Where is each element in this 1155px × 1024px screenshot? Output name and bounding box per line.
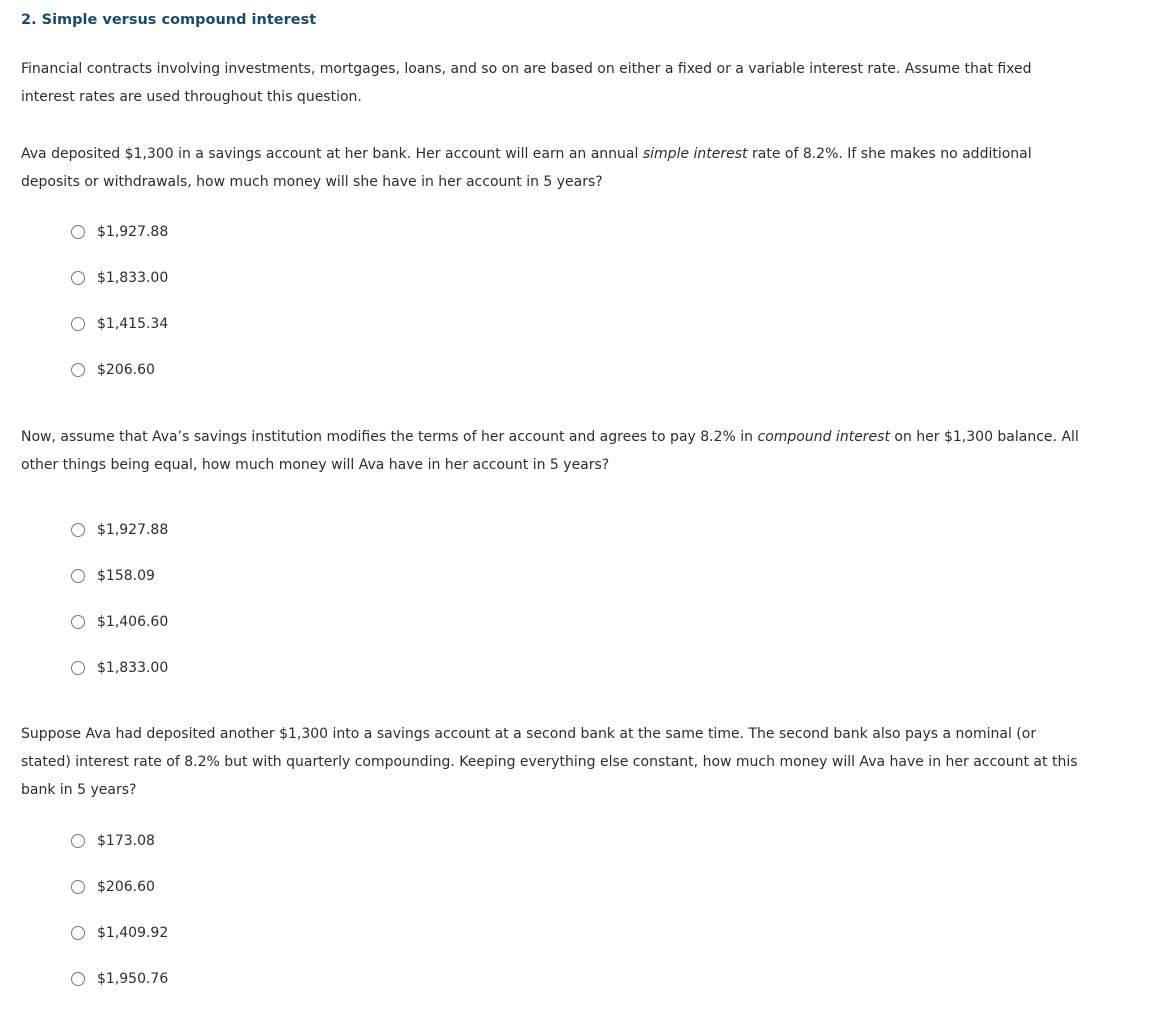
radio-button[interactable]: [71, 661, 85, 675]
option-label: $1,833.00: [97, 270, 169, 286]
part2-line-2: other things being equal, how much money will Ava have in her account in 5 years?: [21, 457, 610, 473]
part2-emphasis: compound interest: [757, 429, 890, 445]
part2-option-1[interactable]: [71, 521, 168, 539]
part3-question: [21, 720, 1131, 804]
option-label: $1,833.00: [97, 660, 169, 676]
part2-question: [21, 423, 1131, 479]
part1-option-4[interactable]: [71, 361, 155, 379]
part1-emphasis: simple interest: [642, 146, 748, 162]
part3-option-4[interactable]: [71, 970, 168, 988]
option-label: $1,409.92: [97, 925, 169, 941]
part1-option-2[interactable]: [71, 269, 168, 287]
part2-option-2[interactable]: [71, 567, 155, 585]
intro-paragraph: [21, 55, 1131, 111]
question-title: 2. Simple versus compound interest: [21, 12, 317, 28]
part2-text-a: Now, assume that Ava’s savings institution modifies the terms of her account and agrees to pay 8.2% in: [21, 429, 758, 445]
part2-option-3[interactable]: [71, 613, 168, 631]
radio-button[interactable]: [71, 834, 85, 848]
option-label: $1,927.88: [97, 522, 169, 538]
part3-line-2: stated) interest rate of 8.2% but with quarterly compounding. Keeping everything else constant, how much money will Ava have in her account at this: [21, 754, 1078, 770]
radio-button[interactable]: [71, 615, 85, 629]
option-label: $1,406.60: [97, 614, 169, 630]
radio-button[interactable]: [71, 523, 85, 537]
radio-button[interactable]: [71, 271, 85, 285]
option-label: $173.08: [97, 833, 155, 849]
option-label: $158.09: [97, 568, 155, 584]
part1-option-1[interactable]: [71, 223, 168, 241]
radio-button[interactable]: [71, 317, 85, 331]
option-label: $1,415.34: [97, 316, 169, 332]
option-label: $206.60: [97, 362, 155, 378]
part1-question: [21, 140, 1131, 196]
part1-text-b: rate of 8.2%. If she makes no additional: [747, 146, 1032, 162]
radio-button[interactable]: [71, 569, 85, 583]
part3-line-1: Suppose Ava had deposited another $1,300 into a savings account at a second bank at the same time. The second bank also pays a nominal (or: [21, 726, 1037, 742]
part1-option-3[interactable]: [71, 315, 168, 333]
radio-button[interactable]: [71, 363, 85, 377]
intro-line-1: Financial contracts involving investments, mortgages, loans, and so on are based on either a fixed or a variable interest rate. Assume that fixed: [21, 61, 1032, 77]
part3-option-3[interactable]: [71, 924, 168, 942]
part2-option-4[interactable]: [71, 659, 168, 677]
part3-line-3: bank in 5 years?: [21, 782, 137, 798]
radio-button[interactable]: [71, 880, 85, 894]
radio-button[interactable]: [71, 225, 85, 239]
part2-line-1: [21, 423, 1131, 451]
intro-line-2: interest rates are used throughout this question.: [21, 89, 362, 105]
radio-button[interactable]: [71, 972, 85, 986]
part1-line-1: [21, 140, 1131, 168]
option-label: $1,950.76: [97, 971, 169, 987]
part1-text-a: Ava deposited $1,300 in a savings account at her bank. Her account will earn an annual: [21, 146, 643, 162]
part3-option-2[interactable]: [71, 878, 155, 896]
radio-button[interactable]: [71, 926, 85, 940]
option-label: $1,927.88: [97, 224, 169, 240]
part2-text-b: on her $1,300 balance. All: [889, 429, 1079, 445]
option-label: $206.60: [97, 879, 155, 895]
part3-option-1[interactable]: [71, 832, 155, 850]
part1-line-2: deposits or withdrawals, how much money will she have in her account in 5 years?: [21, 174, 603, 190]
